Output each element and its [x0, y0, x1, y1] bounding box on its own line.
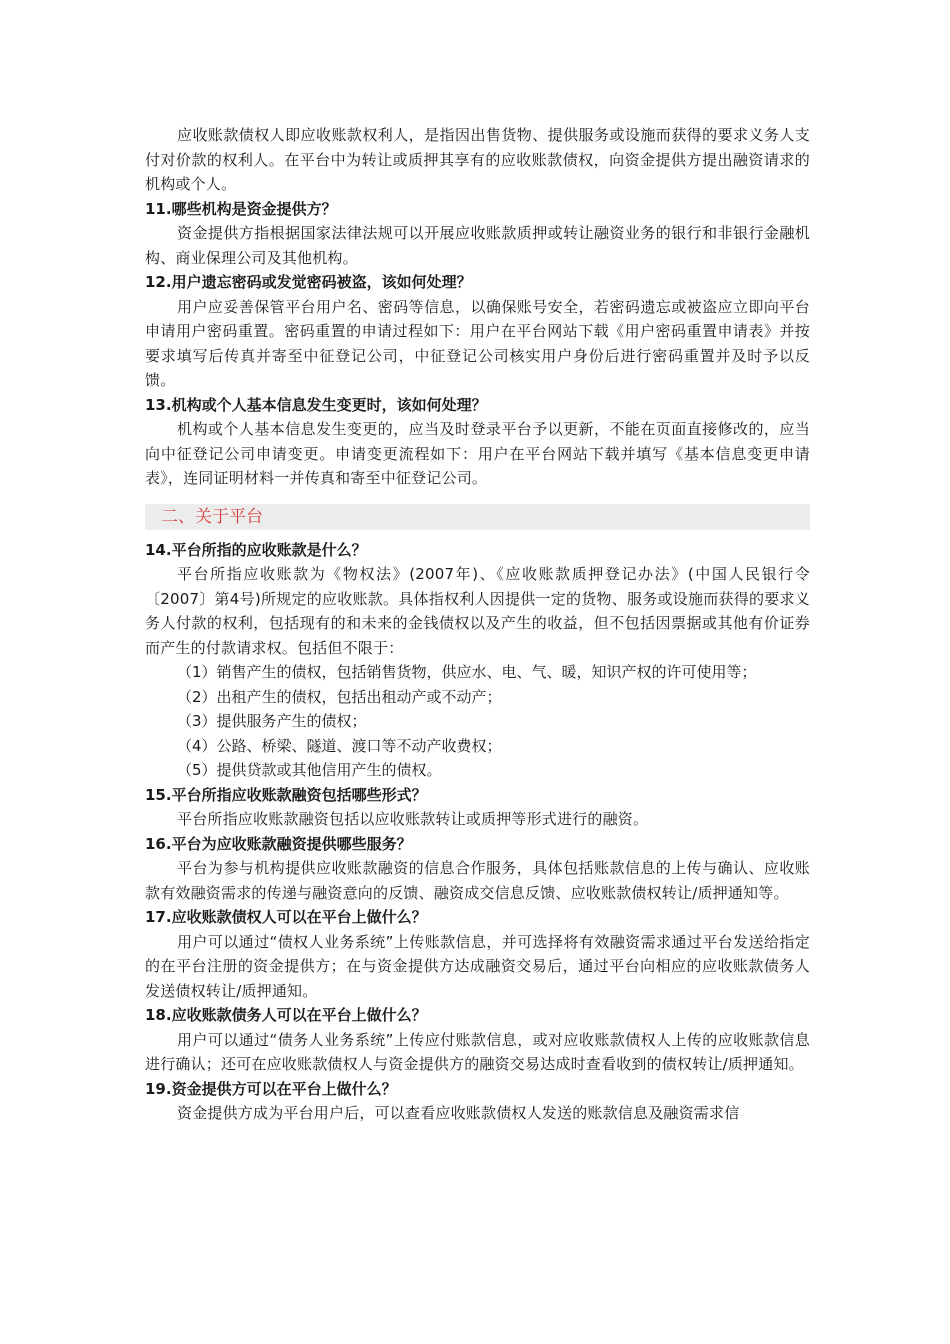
- answer-11: 资金提供方指根据国家法律法规可以开展应收账款质押或转让融资业务的银行和非银行金融机构、商业保理公司及其他机构。: [145, 224, 810, 267]
- question-12: 12.用户遗忘密码或发觉密码被盗，该如何处理？: [145, 273, 472, 291]
- answer-14: 平台所指应收账款为《物权法》(2007年)、《应收账款质押登记办法》(中国人民银行令〔2007〕第4号)所规定的应收账款。具体指权利人因提供一定的货物、服务或设施而获得的要求义务人付款的权利，包括现有的和未来的金钱债权以及产生的收益，但不包括因票据或其他有价证券而产生的付款请求权。包括但不限于：: [145, 565, 810, 657]
- section-heading-platform: 二、关于平台: [145, 504, 810, 530]
- question-18: 18.应收账款债务人可以在平台上做什么？: [145, 1006, 427, 1024]
- question-15: 15.平台所指应收账款融资包括哪些形式？: [145, 785, 427, 804]
- answer-17: 用户可以通过“债权人业务系统”上传账款信息，并可选择将有效融资需求通过平台发送给指定的在平台注册的资金提供方；在与资金提供方达成融资交易后，通过平台向相应的应收账款债务人发送债权转让/质押通知。: [145, 932, 810, 1000]
- list-item: （4）公路、桥梁、隧道、渡口等不动产收费权；: [177, 736, 502, 755]
- question-14: 14.平台所指的应收账款是什么？: [145, 540, 367, 559]
- answer-18: 用户可以通过“债务人业务系统”上传应付账款信息，或对应收账款债权人上传的应收账款信息进行确认；还可在应收账款债权人与资金提供方的融资交易达成时查看收到的债权转让/质押通知。: [145, 1030, 810, 1073]
- question-16: 16.平台为应收账款融资提供哪些服务？: [145, 834, 412, 853]
- intro-paragraph: 应收账款债权人即应收账款权利人，是指因出售货物、提供服务或设施而获得的要求义务人支付对价款的权利人。在平台中为转让或质押其享有的应收账款债权，向资金提供方提出融资请求的机构或个人。: [145, 126, 810, 193]
- answer-19: 资金提供方成为平台用户后，可以查看应收账款债权人发送的账款信息及融资需求信: [177, 1104, 740, 1122]
- answer-13: 机构或个人基本信息发生变更的，应当及时登录平台予以更新，不能在页面直接修改的，应当向中征登记公司申请变更。申请变更流程如下：用户在平台网站下载并填写《基本信息变更申请表》，连同证明材料一并传真和寄至中征登记公司。: [145, 420, 810, 487]
- answer-16: 平台为参与机构提供应收账款融资的信息合作服务，具体包括账款信息的上传与确认、应收账款有效融资需求的传递与融资意向的反馈、融资成交信息反馈、应收账款债权转让/质押通知等。: [145, 859, 810, 902]
- answer-12: 用户应妥善保管平台用户名、密码等信息，以确保账号安全，若密码遗忘或被盗应立即向平台申请用户密码重置。密码重置的申请过程如下：用户在平台网站下载《用户密码重置申请表》并按要求填写后传真并寄至中征登记公司，中征登记公司核实用户身份后进行密码重置并及时予以反馈。: [145, 297, 810, 389]
- question-17: 17.应收账款债权人可以在平台上做什么？: [145, 908, 427, 926]
- question-13: 13.机构或个人基本信息发生变更时，该如何处理？: [145, 395, 487, 414]
- answer-15: 平台所指应收账款融资包括以应收账款转让或质押等形式进行的融资。: [177, 810, 649, 828]
- list-item: （2）出租产生的债权，包括出租动产或不动产；: [177, 687, 502, 706]
- list-item: （5）提供贷款或其他信用产生的债权。: [177, 761, 442, 779]
- list-item: （1）销售产生的债权，包括销售货物，供应水、电、气、暖，知识产权的许可使用等；: [177, 663, 757, 681]
- list-item: （3）提供服务产生的债权；: [177, 712, 367, 730]
- question-19: 19.资金提供方可以在平台上做什么？: [145, 1079, 397, 1098]
- question-11: 11.哪些机构是资金提供方？: [145, 199, 337, 218]
